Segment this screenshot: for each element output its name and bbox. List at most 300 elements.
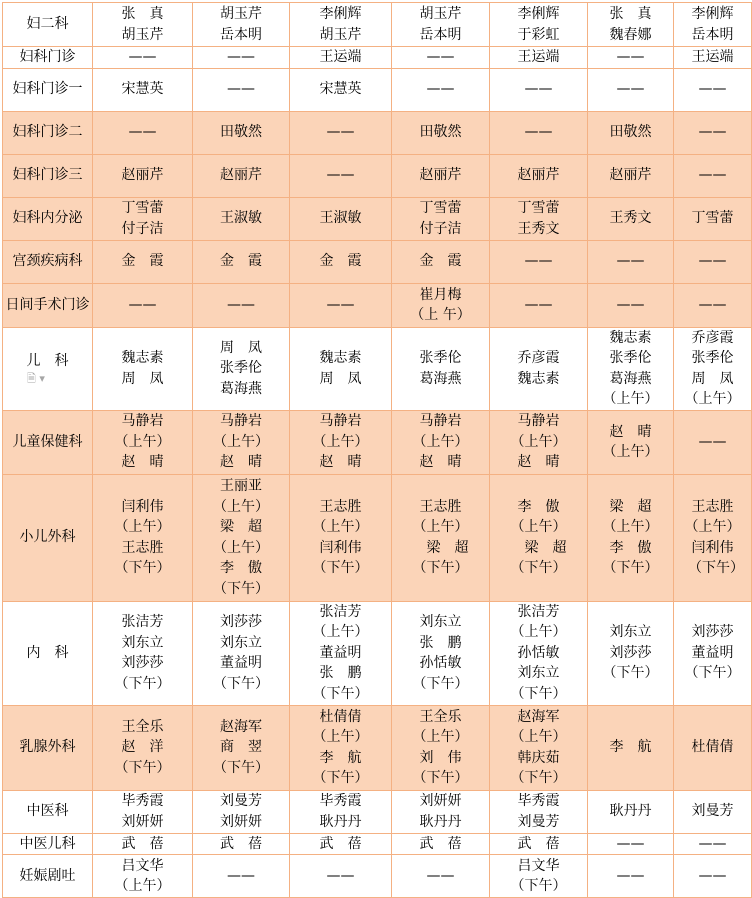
doctor-entry: 赵 晴 [121, 454, 164, 471]
doctor-entry: 周 凤 [220, 339, 262, 356]
doctor-entry: （上午） [114, 878, 171, 894]
schedule-cell [93, 410, 193, 474]
doctor-entry: 赵海军 [517, 708, 560, 725]
doctor-entry: 刘莎莎 [691, 624, 734, 641]
empty-slot-dash: —— [698, 124, 727, 141]
schedule-cell [674, 154, 752, 197]
doctor-entry: 刘曼芳 [220, 793, 262, 809]
schedule-cell [392, 68, 490, 111]
schedule-cell [674, 601, 752, 705]
schedule-cell [290, 154, 392, 197]
doctor-entry: 王志胜 [319, 498, 362, 515]
doctor-entry: 刘东立 [609, 624, 652, 641]
schedule-cell [490, 327, 588, 410]
doctor-entry: 刘东立 [121, 634, 164, 651]
department-name [3, 111, 93, 154]
department-label: 中医儿科 [19, 835, 76, 852]
schedule-cell [588, 197, 674, 240]
schedule-cell [490, 705, 588, 790]
doctor-entry: 耿丹丹 [419, 813, 462, 830]
doctor-entry: 胡玉芹 [121, 26, 164, 43]
table-row [3, 111, 752, 154]
empty-slot-dash: —— [326, 124, 355, 141]
doctor-entry: 赵 晴 [220, 454, 262, 471]
department-label: 中医科 [26, 803, 69, 820]
schedule-cell [588, 240, 674, 283]
empty-slot-dash: —— [426, 49, 455, 65]
doctor-entry: 丁雪蕾 [691, 210, 734, 227]
department-label: 儿童保健科 [12, 433, 83, 450]
empty-slot-dash: —— [698, 81, 727, 98]
doctor-entry: 赵丽芹 [609, 167, 652, 184]
schedule-cell [193, 833, 290, 855]
schedule-cell [290, 197, 392, 240]
doctor-entry: 王丽亚 [220, 478, 262, 494]
schedule-cell [392, 855, 490, 898]
doctor-entry: 张季伦 [220, 360, 262, 377]
empty-slot-dash: —— [698, 433, 727, 450]
doctor-entry: 赵丽芹 [121, 167, 164, 184]
doctor-entry: （下午） [412, 675, 469, 692]
doctor-entry: 宋慧英 [121, 81, 164, 98]
doctor-entry: 岳本明 [691, 26, 734, 43]
schedule-cell [93, 283, 193, 327]
schedule-cell [490, 410, 588, 474]
doctor-entry: （上午） [510, 519, 567, 535]
doctor-entry: 付子洁 [419, 220, 462, 237]
schedule-cell [290, 705, 392, 790]
empty-slot-dash: —— [227, 49, 255, 65]
doctor-entry: 王秀文 [609, 210, 652, 227]
schedule-cell [490, 790, 588, 833]
department-name [3, 474, 93, 601]
doctor-entry: 武 蓓 [419, 835, 462, 852]
schedule-cell [93, 68, 193, 111]
doctor-entry: 金 霞 [220, 253, 262, 270]
doctor-entry: （上午） [510, 433, 567, 450]
doctor-entry: （上午） [412, 433, 469, 450]
doctor-entry: （上午） [684, 391, 741, 407]
schedule-cell [674, 111, 752, 154]
department-name [3, 3, 93, 47]
doctor-entry: （上午） [602, 519, 659, 535]
doctor-entry: 刘莎莎 [121, 655, 164, 671]
doctor-entry: 丁雪蕾 [121, 200, 164, 216]
schedule-cell [588, 154, 674, 197]
doctor-entry: 张 真 [609, 6, 652, 22]
empty-slot-dash: —— [698, 167, 727, 184]
schedule-cell [588, 68, 674, 111]
empty-slot-dash: —— [227, 867, 255, 884]
table-row [3, 833, 752, 855]
doctor-entry: （下午） [510, 685, 567, 702]
department-name [3, 833, 93, 855]
schedule-cell [290, 240, 392, 283]
doctor-entry: 刘东立 [419, 614, 462, 630]
doctor-entry: 耿丹丹 [609, 803, 652, 820]
schedule-cell [392, 283, 490, 327]
doctor-entry: 周 凤 [319, 370, 362, 387]
table-row [3, 410, 752, 474]
doctor-entry: 丁雪蕾 [419, 200, 462, 216]
doctor-entry: 王全乐 [121, 718, 164, 735]
schedule-cell [93, 833, 193, 855]
doctor-entry: 付子洁 [121, 220, 164, 237]
doctor-entry: 魏志素 [609, 329, 652, 346]
department-label: 儿 科 [26, 353, 69, 370]
doctor-entry: 刘曼芳 [691, 803, 734, 820]
schedule-cell [193, 111, 290, 154]
doctor-entry: 李 航 [609, 739, 652, 756]
doctor-entry: 王志胜 [691, 498, 734, 515]
doctor-entry: （上午） [412, 519, 469, 535]
schedule-cell [674, 327, 752, 410]
schedule-body [3, 3, 752, 898]
table-row [3, 705, 752, 790]
schedule-cell [93, 705, 193, 790]
doctor-entry: （下午） [312, 560, 369, 576]
doctor-entry: 吕文华 [121, 857, 164, 874]
schedule-cell [588, 855, 674, 898]
empty-slot-dash: —— [616, 253, 645, 270]
doctor-entry: 张洁芳 [121, 614, 164, 630]
doctor-entry: 张季伦 [419, 350, 462, 366]
schedule-cell [588, 474, 674, 601]
doctor-entry: 马静岩 [319, 413, 362, 430]
department-name [3, 601, 93, 705]
schedule-cell [93, 111, 193, 154]
schedule-cell [93, 790, 193, 833]
schedule-cell [193, 283, 290, 327]
empty-slot-dash: —— [616, 867, 645, 884]
doctor-entry: 闫利伟 [121, 498, 164, 515]
doctor-entry: （上午） [510, 624, 567, 641]
table-row [3, 154, 752, 197]
doctor-entry: 商 翌 [220, 739, 262, 756]
schedule-cell [674, 833, 752, 855]
table-row [3, 601, 752, 705]
schedule-cell [674, 240, 752, 283]
doctor-entry: 魏志素 [319, 350, 362, 366]
schedule-cell [290, 283, 392, 327]
paste-options-icon[interactable]: 🗎 ▾ [27, 371, 45, 385]
doctor-entry: （下午） [213, 759, 269, 776]
doctor-entry: 梁 超 [510, 539, 567, 556]
table-row [3, 3, 752, 47]
doctor-entry: （上午） [312, 729, 369, 745]
doctor-entry: 刘妍妍 [121, 813, 164, 830]
schedule-cell [490, 47, 588, 69]
doctor-entry: 田敬然 [609, 124, 652, 141]
schedule-cell [588, 410, 674, 474]
schedule-cell [674, 68, 752, 111]
doctor-entry: （下午） [412, 560, 469, 576]
doctor-entry: 王淑敏 [220, 210, 262, 227]
doctor-entry: 赵 晴 [609, 423, 652, 440]
empty-slot-dash: —— [128, 49, 157, 65]
doctor-entry: 金 霞 [319, 253, 362, 270]
schedule-cell [290, 111, 392, 154]
schedule-cell [674, 3, 752, 47]
doctor-entry: 吕文华 [517, 857, 560, 874]
department-name [3, 283, 93, 327]
department-label: 内 科 [26, 644, 69, 661]
doctor-entry: （下午） [114, 759, 171, 776]
doctor-entry: 刘 伟 [419, 749, 462, 766]
doctor-entry: 武 蓓 [121, 835, 164, 852]
schedule-cell [290, 68, 392, 111]
doctor-entry: 武 蓓 [319, 835, 362, 852]
doctor-entry: 李 傲 [220, 560, 262, 576]
doctor-entry: 王运端 [517, 49, 560, 65]
doctor-entry: 葛海燕 [220, 380, 262, 397]
doctor-entry: （下午） [312, 770, 369, 786]
department-label: 宫颈疾病科 [12, 253, 83, 270]
schedule-cell [674, 410, 752, 474]
department-label: 妇科门诊一 [12, 81, 83, 98]
doctor-entry: 胡玉芹 [220, 6, 262, 22]
doctor-entry: 王秀文 [517, 220, 560, 237]
schedule-cell [290, 790, 392, 833]
schedule-cell [193, 790, 290, 833]
empty-slot-dash: —— [524, 124, 553, 141]
doctor-entry: 王志胜 [121, 539, 164, 556]
table-row [3, 474, 752, 601]
doctor-entry: 崔月梅 [419, 286, 462, 303]
doctor-entry: 王志胜 [419, 498, 462, 515]
department-label: 妇科内分泌 [12, 210, 83, 227]
doctor-entry: 马静岩 [121, 413, 164, 430]
department-name [3, 47, 93, 69]
doctor-entry: 杜倩倩 [319, 708, 362, 725]
doctor-entry: （下午） [510, 878, 567, 894]
schedule-cell [193, 601, 290, 705]
doctor-entry: （下午） [312, 685, 369, 702]
doctor-entry: 赵丽芹 [517, 167, 560, 184]
doctor-entry: 王运端 [691, 49, 734, 65]
schedule-cell [193, 3, 290, 47]
doctor-entry: 魏春娜 [609, 26, 652, 43]
doctor-entry: 丁雪蕾 [517, 200, 560, 216]
department-name [3, 240, 93, 283]
doctor-entry: （上午） [312, 624, 369, 641]
doctor-entry: 岳本明 [419, 26, 462, 43]
doctor-entry: 李 航 [319, 749, 362, 766]
table-row [3, 240, 752, 283]
doctor-entry: （下午） [510, 770, 567, 786]
schedule-cell [588, 47, 674, 69]
empty-slot-dash: —— [128, 124, 157, 141]
schedule-cell [290, 833, 392, 855]
doctor-entry: 宋慧英 [319, 81, 362, 98]
doctor-entry: 杜倩倩 [691, 739, 734, 756]
schedule-cell [674, 47, 752, 69]
schedule-cell [490, 240, 588, 283]
schedule-cell [490, 197, 588, 240]
schedule-cell [193, 474, 290, 601]
empty-slot-dash: —— [128, 296, 157, 313]
doctor-entry: 张洁芳 [319, 603, 362, 620]
department-name [3, 855, 93, 898]
doctor-entry: （下午） [602, 665, 659, 682]
schedule-cell [588, 283, 674, 327]
doctor-entry: 金 霞 [121, 253, 164, 270]
schedule-table [2, 2, 752, 898]
schedule-cell [588, 601, 674, 705]
department-label: 妇科门诊 [19, 49, 76, 65]
doctor-entry: 韩庆茹 [517, 749, 560, 766]
empty-slot-dash: —— [698, 835, 727, 852]
table-row [3, 197, 752, 240]
doctor-entry: （上午） [602, 391, 659, 407]
doctor-entry: （上午） [510, 729, 567, 745]
doctor-entry: 胡玉芹 [419, 6, 462, 22]
empty-slot-dash: —— [426, 867, 455, 884]
doctor-entry: （上午） [114, 519, 171, 535]
doctor-entry: 张 鹏 [319, 665, 362, 682]
table-row [3, 283, 752, 327]
department-name [3, 197, 93, 240]
schedule-cell [392, 197, 490, 240]
schedule-cell [392, 474, 490, 601]
schedule-cell [490, 154, 588, 197]
doctor-entry: （上午） [213, 539, 269, 556]
table-row [3, 855, 752, 898]
doctor-entry: 刘东立 [220, 634, 262, 651]
empty-slot-dash: —— [616, 81, 645, 98]
doctor-entry: （上午） [684, 519, 741, 535]
doctor-entry: 刘曼芳 [517, 813, 560, 830]
doctor-entry: （下午） [114, 560, 171, 576]
schedule-cell [392, 705, 490, 790]
doctor-entry: 赵 洋 [121, 739, 164, 756]
empty-slot-dash: —— [326, 167, 355, 184]
schedule-cell [93, 3, 193, 47]
doctor-entry: 王淑敏 [319, 210, 362, 227]
doctor-entry: 魏志素 [517, 370, 560, 387]
table-row [3, 68, 752, 111]
doctor-entry: 李俐辉 [691, 6, 734, 22]
doctor-entry: 董益明 [319, 644, 362, 661]
empty-slot-dash: —— [426, 81, 455, 98]
schedule-cell [490, 111, 588, 154]
doctor-entry: 岳本明 [220, 26, 262, 43]
schedule-cell [93, 855, 193, 898]
schedule-cell [193, 240, 290, 283]
doctor-entry: 毕秀霞 [319, 793, 362, 809]
schedule-cell [490, 601, 588, 705]
schedule-cell [674, 790, 752, 833]
department-label: 妇科门诊三 [12, 167, 83, 184]
empty-slot-dash: —— [698, 253, 727, 270]
schedule-cell [392, 601, 490, 705]
doctor-entry: 田敬然 [220, 124, 262, 141]
doctor-entry: 赵 晴 [517, 454, 560, 471]
doctor-entry: 赵丽芹 [419, 167, 462, 184]
schedule-cell [93, 474, 193, 601]
department-label: 妊娠剧吐 [19, 867, 76, 884]
doctor-entry: （下午） [213, 675, 269, 692]
table-row [3, 47, 752, 69]
doctor-entry: 孙恬敏 [419, 655, 462, 671]
doctor-entry: 李 傲 [609, 539, 652, 556]
doctor-entry: （上 午） [410, 307, 471, 323]
schedule-cell [93, 197, 193, 240]
schedule-cell [290, 3, 392, 47]
schedule-cell [490, 283, 588, 327]
empty-slot-dash: —— [524, 296, 553, 313]
doctor-entry: （下午） [684, 665, 741, 682]
schedule-cell [588, 111, 674, 154]
empty-slot-dash: —— [616, 49, 645, 65]
schedule-cell [392, 327, 490, 410]
schedule-cell [588, 705, 674, 790]
schedule-cell [588, 327, 674, 410]
schedule-cell [193, 410, 290, 474]
doctor-entry: 耿丹丹 [319, 813, 362, 830]
schedule-cell [490, 68, 588, 111]
department-label: 日间手术门诊 [5, 296, 90, 313]
doctor-entry: 葛海燕 [419, 370, 462, 387]
doctor-entry: 梁 超 [412, 539, 469, 556]
doctor-entry: 赵 晴 [319, 454, 362, 471]
doctor-entry: （下午） [114, 675, 171, 692]
department-label: 妇科门诊二 [12, 124, 83, 141]
doctor-entry: （上午） [213, 498, 269, 515]
doctor-entry: （上午） [213, 433, 269, 450]
schedule-cell [290, 474, 392, 601]
schedule-cell [290, 410, 392, 474]
doctor-entry: 武 蓓 [517, 835, 560, 852]
doctor-entry: 马静岩 [517, 413, 560, 430]
doctor-entry: 董益明 [691, 644, 734, 661]
schedule-cell [392, 154, 490, 197]
department-name [3, 68, 93, 111]
empty-slot-dash: —— [326, 867, 355, 884]
empty-slot-dash: —— [698, 867, 727, 884]
empty-slot-dash: —— [227, 296, 255, 313]
doctor-entry: 闫利伟 [319, 539, 362, 556]
doctor-entry: 张季伦 [609, 350, 652, 366]
table-row [3, 790, 752, 833]
schedule-cell [193, 47, 290, 69]
doctor-entry: 刘莎莎 [609, 644, 652, 661]
department-label: 妇二科 [26, 16, 69, 33]
doctor-entry: 魏志素 [121, 350, 164, 366]
empty-slot-dash: —— [616, 296, 645, 313]
doctor-entry: 刘莎莎 [220, 614, 262, 630]
doctor-entry: 马静岩 [419, 413, 462, 430]
department-name [3, 790, 93, 833]
doctor-entry: 王运端 [319, 49, 362, 65]
doctor-entry: 田敬然 [419, 124, 462, 141]
doctor-entry: 张 真 [121, 6, 164, 22]
schedule-cell [392, 833, 490, 855]
schedule-cell [588, 833, 674, 855]
schedule-cell [392, 790, 490, 833]
doctor-entry: 毕秀霞 [517, 793, 560, 809]
schedule-cell [674, 283, 752, 327]
schedule-cell [290, 601, 392, 705]
schedule-cell [193, 68, 290, 111]
schedule-cell [490, 855, 588, 898]
schedule-cell [290, 327, 392, 410]
doctor-entry: 胡玉芹 [319, 26, 362, 43]
doctor-entry: 刘妍妍 [220, 813, 262, 830]
schedule-cell [193, 197, 290, 240]
doctor-entry: 乔彦霞 [517, 350, 560, 366]
schedule-cell [588, 3, 674, 47]
